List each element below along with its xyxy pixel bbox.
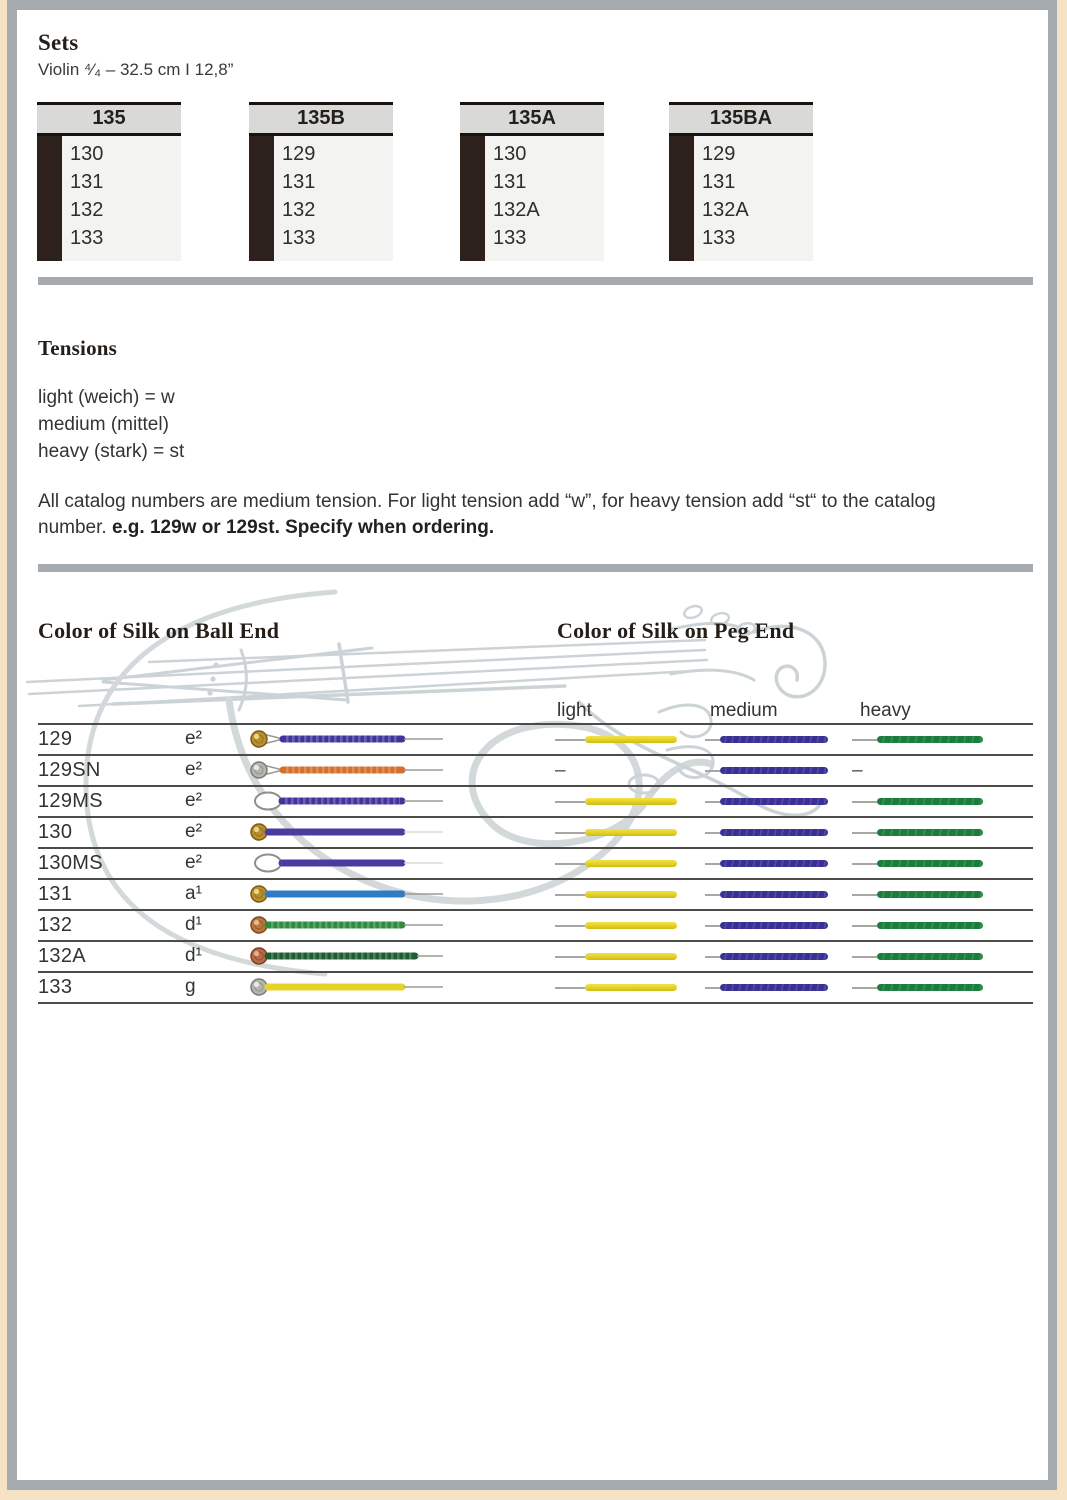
no-silk-dash: – [555,759,566,781]
peg-silk-cell-medium [705,942,837,971]
string-lead [705,894,720,896]
set-table-item: 132 [70,199,104,221]
string-lead [705,987,720,989]
silk-table-row-131 [38,878,1033,909]
set-table-item: 133 [493,227,527,249]
peg-silk-cell-light [555,973,685,1002]
set-table-items [694,136,813,261]
column-header-medium: medium [710,700,778,721]
note-name: e² [185,759,202,780]
set-table-item: 132 [282,199,316,221]
string-lead [555,801,585,803]
peg-silk-cell-light [555,911,685,940]
set-table-item: 133 [70,227,104,249]
note-name: d¹ [185,914,202,935]
peg-silk-swatch-light [585,953,677,960]
ball-highlight [254,982,259,987]
peg-silk-cell-heavy [852,756,992,785]
peg-silk-cell-medium [705,818,837,847]
peg-silk-cell-heavy [852,725,992,754]
note-name: e² [185,852,202,873]
set-table-135A [460,102,604,261]
set-table-135B [249,102,393,261]
peg-silk-swatch-heavy [877,984,983,991]
peg-silk-swatch-light [585,798,677,805]
string-lead [705,925,720,927]
sets-heading: Sets [38,30,79,55]
peg-silk-cell-heavy [852,942,992,971]
set-table-item: 130 [493,143,527,165]
catalog-number: 130 [38,821,73,843]
string-lead [705,863,720,865]
tension-line: heavy (stark) = st [38,441,185,462]
peg-silk-cell-light [555,818,685,847]
string-lead [705,956,720,958]
tension-lines [38,384,184,465]
silk-color-table [38,723,1033,1004]
section-divider-top [38,277,1033,285]
string-lead [555,987,585,989]
ball-highlight [254,827,259,832]
peg-silk-swatch-light [585,922,677,929]
set-table-header: 135A [460,105,604,136]
peg-silk-cell-heavy [852,973,992,1002]
string-lead [852,894,877,896]
ball-end-graphic [247,850,447,877]
peg-silk-cell-light [555,787,685,816]
peg-silk-swatch-medium [720,984,828,991]
set-table-header: 135BA [669,105,813,136]
note-name: e² [185,790,202,811]
peg-silk-swatch-light [585,829,677,836]
string-lead [852,801,877,803]
note-name: e² [185,821,202,842]
page-sheet [17,10,1048,1480]
string-lead [852,832,877,834]
peg-silk-swatch-medium [720,953,828,960]
set-table-body [669,136,813,261]
peg-silk-swatch-medium [720,798,828,805]
ball-end-graphic [247,881,447,908]
set-table-item: 132A [702,199,749,221]
catalog-number: 129MS [38,790,103,812]
peg-silk-cell-heavy [852,787,992,816]
note-name: d¹ [185,945,202,966]
tension-note-bold: e.g. 129w or 129st. Specify when ordering. [111,517,495,538]
loop-icon [255,793,281,810]
note-name: e² [185,728,202,749]
set-table-items [62,136,181,261]
ball-highlight [254,765,259,770]
string-lead [705,739,720,741]
ball-highlight [254,951,259,956]
string-lead [705,832,720,834]
set-table-item: 133 [702,227,736,249]
peg-silk-cell-heavy [852,818,992,847]
ball-end-graphic [247,726,447,753]
string-lead [705,801,720,803]
peg-silk-swatch-heavy [877,891,983,898]
loop-icon [255,855,281,872]
peg-silk-cell-medium [705,756,837,785]
note-name: g [185,976,196,997]
silk-table-row-132 [38,909,1033,940]
peg-silk-cell-medium [705,973,837,1002]
peg-silk-swatch-heavy [877,829,983,836]
ball-end-heading: Color of Silk on Ball End [38,618,280,643]
set-table-item: 131 [282,171,316,193]
set-table-135BA [669,102,813,261]
set-table-item: 131 [70,171,104,193]
string-lead [555,894,585,896]
silk-table-row-133 [38,971,1033,1004]
ball-end-graphic [247,757,447,784]
set-table-items [274,136,393,261]
ball-highlight [254,920,259,925]
peg-silk-swatch-medium [720,736,828,743]
catalog-number: 132A [38,945,86,967]
peg-silk-swatch-heavy [877,922,983,929]
peg-silk-cell-medium [705,911,837,940]
peg-silk-swatch-light [585,891,677,898]
peg-silk-cell-light [555,756,685,785]
ball-icon [251,731,267,747]
set-table-body [460,136,604,261]
string-lead [852,956,877,958]
peg-end-heading: Color of Silk on Peg End [557,618,795,643]
peg-silk-cell-light [555,942,685,971]
set-table-body [37,136,181,261]
ball-highlight [254,889,259,894]
catalog-number: 129SN [38,759,101,781]
set-table-accent-bar [249,136,274,261]
set-table-items [485,136,604,261]
ball-end-graphic [247,788,447,815]
string-lead [555,832,585,834]
peg-silk-cell-heavy [852,911,992,940]
set-table-header: 135B [249,105,393,136]
catalog-number: 130MS [38,852,103,874]
string-lead [852,925,877,927]
peg-silk-swatch-medium [720,922,828,929]
tension-line: light (weich) = w [38,387,175,408]
tension-note-regular: All catalog numbers are medium tension. For light tension add “w”, for heavy tension add “st“ to the catalog number. [38,491,936,538]
set-table-header: 135 [37,105,181,136]
set-table-accent-bar [460,136,485,261]
peg-silk-cell-medium [705,787,837,816]
peg-silk-swatch-heavy [877,953,983,960]
section-divider-bottom [38,564,1033,572]
ball-icon [251,762,267,778]
column-header-heavy: heavy [860,700,911,721]
no-silk-dash: – [852,759,863,781]
peg-silk-swatch-heavy [877,798,983,805]
catalog-number: 133 [38,976,73,998]
set-table-accent-bar [37,136,62,261]
silk-table-row-132A [38,940,1033,971]
peg-silk-cell-light [555,849,685,878]
set-table-item: 131 [702,171,736,193]
sets-subtitle: Violin ⁴⁄₄ – 32.5 cm I 12,8” [38,60,234,79]
silk-table-row-129 [38,723,1033,754]
note-name: a¹ [185,883,202,904]
set-table-accent-bar [669,136,694,261]
catalog-number: 132 [38,914,73,936]
peg-silk-swatch-light [585,984,677,991]
peg-silk-cell-light [555,880,685,909]
catalog-number: 129 [38,728,73,750]
peg-silk-cell-medium [705,880,837,909]
string-lead [555,925,585,927]
column-header-light: light [557,700,592,721]
string-lead [852,739,877,741]
string-lead [852,863,877,865]
ball-end-graphic [247,912,447,939]
ball-end-graphic [247,819,447,846]
silk-table-row-130 [38,816,1033,847]
peg-silk-swatch-medium [720,829,828,836]
ball-end-graphic [247,974,447,1001]
set-table-135 [37,102,181,261]
silk-table-row-129MS [38,785,1033,816]
peg-silk-swatch-heavy [877,860,983,867]
peg-silk-swatch-medium [720,767,828,774]
string-lead [555,863,585,865]
page-content [17,10,1048,1480]
silk-table-row-130MS [38,847,1033,878]
peg-silk-swatch-medium [720,891,828,898]
peg-silk-swatch-light [585,860,677,867]
tensions-heading: Tensions [38,336,118,360]
silk-table-row-129SN [38,754,1033,785]
catalog-number: 131 [38,883,73,905]
peg-silk-cell-medium [705,725,837,754]
peg-silk-swatch-light [585,736,677,743]
string-lead [705,770,720,772]
ball-end-graphic [247,943,447,970]
set-table-item: 129 [282,143,316,165]
set-table-item: 131 [493,171,527,193]
set-table-item: 130 [70,143,104,165]
tension-line: medium (mittel) [38,414,169,435]
string-lead [555,956,585,958]
tension-note [38,489,1003,541]
set-table-item: 132A [493,199,540,221]
set-table-item: 129 [702,143,736,165]
peg-silk-cell-heavy [852,849,992,878]
peg-silk-cell-heavy [852,880,992,909]
peg-silk-cell-light [555,725,685,754]
set-table-body [249,136,393,261]
ball-highlight [254,734,259,739]
peg-silk-swatch-medium [720,860,828,867]
string-lead [555,739,585,741]
peg-silk-cell-medium [705,849,837,878]
string-lead [852,987,877,989]
peg-silk-swatch-heavy [877,736,983,743]
set-table-item: 133 [282,227,316,249]
